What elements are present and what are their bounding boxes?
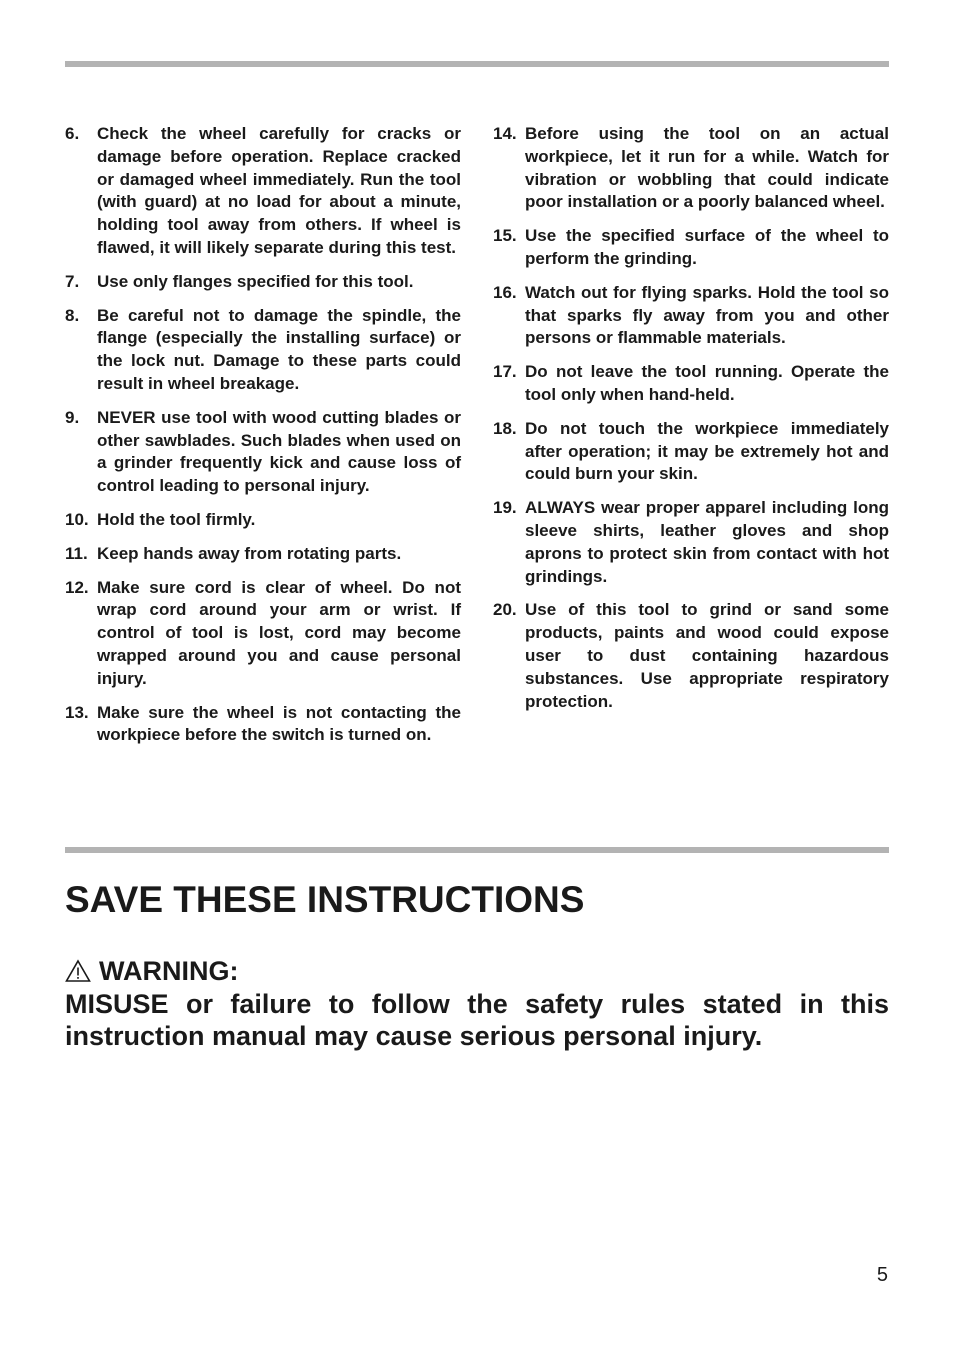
list-item bbox=[65, 702, 461, 748]
item-text: Do not touch the workpiece immediately after operation; it may be extremely hot and could burn your skin. bbox=[525, 418, 889, 484]
item-number: 13. bbox=[65, 702, 89, 722]
item-number: 14. bbox=[493, 124, 517, 143]
warning-triangle-icon bbox=[65, 959, 91, 983]
item-text: Check the wheel carefully for cracks or damage before operation. Replace cracked or damaged wheel immediately. Run the tool (with guard) at no load for about a minute, holding tool away from others. If wheel is flawed, it will likely separate during this test. bbox=[97, 124, 461, 257]
page-number: 5 bbox=[876, 1264, 888, 1286]
item-number: 17. bbox=[493, 362, 517, 382]
list-item bbox=[493, 361, 889, 407]
list-item bbox=[493, 282, 889, 350]
list-item bbox=[65, 543, 461, 566]
list-item bbox=[493, 123, 889, 214]
list-item bbox=[65, 577, 461, 691]
safety-rules-list-right bbox=[493, 123, 889, 713]
item-text: Use only flanges specified for this tool. bbox=[97, 271, 414, 291]
warning-heading bbox=[65, 954, 889, 988]
item-text: NEVER use tool with wood cutting blades or other sawblades. Such blades when used on a grinder frequently kick and cause loss of control leading to personal injury. bbox=[97, 407, 461, 496]
item-number: 20. bbox=[493, 600, 517, 620]
item-number: 8. bbox=[65, 305, 80, 325]
item-number: 15. bbox=[493, 226, 517, 246]
list-item bbox=[65, 123, 461, 260]
list-item bbox=[65, 407, 461, 498]
top-divider bbox=[65, 61, 889, 67]
item-number: 10. bbox=[65, 509, 89, 529]
list-item bbox=[493, 599, 889, 713]
item-number: 19. bbox=[493, 498, 517, 518]
item-number: 18. bbox=[493, 418, 517, 438]
item-number: 9. bbox=[65, 407, 80, 427]
item-number: 16. bbox=[493, 282, 517, 302]
item-number: 7. bbox=[65, 271, 80, 291]
section-divider bbox=[65, 847, 889, 853]
item-number: 6. bbox=[65, 124, 80, 143]
item-text: Before using the tool on an actual workpiece, let it run for a while. Watch for vibration or wobbling that could indicate poor installation or a poorly balanced wheel. bbox=[525, 124, 889, 212]
warning-label: WARNING: bbox=[99, 956, 239, 986]
item-number: 12. bbox=[65, 577, 89, 597]
item-text: Hold the tool firmly. bbox=[97, 509, 256, 529]
left-column bbox=[65, 123, 461, 758]
item-text: Keep hands away from rotating parts. bbox=[97, 543, 402, 563]
item-text: Make sure the wheel is not contacting the workpiece before the switch is turned on. bbox=[97, 702, 461, 745]
item-text: Be careful not to damage the spindle, the flange (especially the installing surface) or the lock nut. Damage to these parts could result in wheel breakage. bbox=[97, 305, 461, 393]
item-text: Use the specified surface of the wheel to perform the grinding. bbox=[525, 226, 889, 268]
list-item bbox=[65, 509, 461, 532]
item-text: Watch out for flying sparks. Hold the tool so that sparks fly away from you and other persons or flammable materials. bbox=[525, 282, 889, 348]
right-column bbox=[493, 123, 889, 724]
section-title: SAVE THESE INSTRUCTIONS bbox=[65, 879, 585, 920]
list-item bbox=[493, 418, 889, 486]
item-text: ALWAYS wear proper apparel including long sleeve shirts, leather gloves and shop aprons to protect skin from contact with hot grindings. bbox=[525, 498, 889, 586]
item-text: Do not leave the tool running. Operate the tool only when hand-held. bbox=[525, 362, 889, 404]
list-item bbox=[493, 497, 889, 588]
item-text: Make sure cord is clear of wheel. Do not wrap cord around your arm or wrist. If control of tool is lost, cord may become wrapped around you and cause personal injury. bbox=[97, 577, 461, 688]
item-text: Use of this tool to grind or sand some products, paints and wood could expose user to dust containing hazardous substances. Use appropriate respiratory protection. bbox=[525, 600, 889, 711]
item-number: 11. bbox=[65, 543, 88, 563]
list-item bbox=[65, 305, 461, 396]
warning-block bbox=[65, 954, 889, 1052]
list-item bbox=[493, 225, 889, 271]
list-item bbox=[65, 271, 461, 294]
warning-text: MISUSE or failure to follow the safety rules stated in this instruction manual may cause serious personal injury. bbox=[65, 989, 889, 1051]
safety-rules-list-left bbox=[65, 123, 461, 747]
